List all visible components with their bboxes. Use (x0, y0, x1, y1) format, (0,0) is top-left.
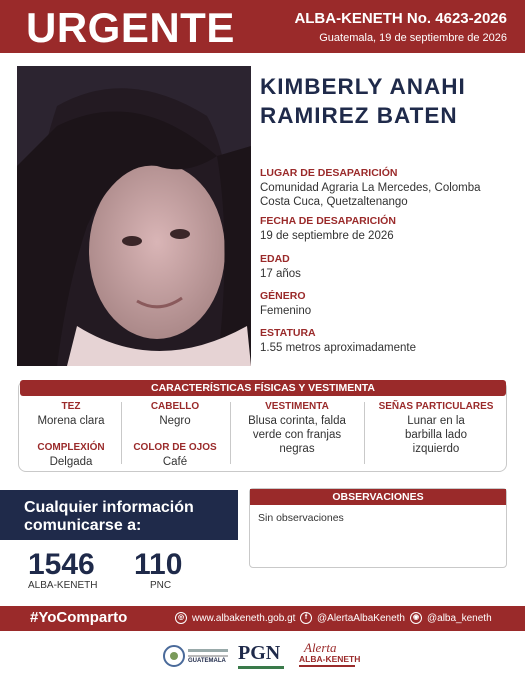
cell-complexion (22, 442, 120, 469)
detail-label: FECHA DE DESAPARICIÓN (260, 215, 396, 227)
alerta-logo-line2: ALBA-KENETH (299, 654, 361, 664)
globe-icon: ◎ (175, 612, 187, 624)
alerta-logo-line1: Alerta (304, 640, 337, 655)
name-line-1: KIMBERLY ANAHI (260, 74, 466, 99)
detail-value: Comunidad Agraria La Mercedes, Colomba Costa Cuca, Quetzaltenango (260, 182, 481, 208)
guatemala-gov-logo (162, 640, 230, 672)
alerta-underline (299, 665, 355, 667)
police-label: PNC (150, 580, 172, 591)
cell-value: Lunar en la barbilla lado izquierdo (404, 415, 467, 455)
gov-logo-text: GUATEMALA (188, 658, 226, 664)
cell-label: TEZ (61, 401, 81, 412)
detail-label: ESTATURA (260, 327, 316, 339)
alerta-logo (296, 640, 366, 672)
cell-value: Delgada (49, 456, 93, 468)
detail-location (260, 167, 510, 209)
website-text: www.albakeneth.gob.gt (192, 612, 296, 624)
pgn-underline (238, 666, 284, 669)
facebook-link[interactable] (300, 612, 405, 624)
cell-tez (22, 401, 120, 428)
detail-height (260, 327, 510, 355)
detail-date (260, 215, 510, 243)
hotline-number[interactable]: 1546 (28, 548, 95, 581)
cell-label: COMPLEXIÓN (37, 442, 105, 453)
detail-label: LUGAR DE DESAPARICIÓN (260, 167, 398, 179)
column-divider (364, 402, 365, 464)
cell-label: COLOR DE OJOS (133, 442, 217, 453)
cell-value: Café (162, 456, 188, 468)
pgn-logo (236, 640, 286, 672)
cell-ojos (122, 442, 228, 469)
cell-label: VESTIMENTA (265, 401, 329, 412)
cell-value: Morena clara (37, 415, 105, 427)
portrait-illustration (17, 66, 251, 366)
coat-of-arms-icon (162, 640, 230, 672)
cell-value: Negro (159, 415, 191, 427)
characteristics-title: CARACTERÍSTICAS FÍSICAS Y VESTIMENTA (20, 380, 506, 396)
facebook-text: @AlertaAlbaKeneth (317, 612, 405, 624)
hotline-label: ALBA-KENETH (28, 580, 98, 591)
pgn-logo-text: PGN (238, 642, 281, 664)
observations-title: OBSERVACIONES (250, 489, 506, 505)
cell-senas (366, 401, 506, 456)
missing-person-photo (17, 66, 251, 366)
cell-value: Blusa corinta, falda verde con franjas negras (248, 415, 346, 455)
detail-value: Femenino (260, 305, 312, 317)
column-divider (230, 402, 231, 464)
contact-heading: Cualquier información comunicarse a: (24, 499, 194, 534)
website-link[interactable] (175, 612, 295, 624)
footer-bar (0, 606, 525, 631)
detail-label: GÉNERO (260, 290, 306, 302)
detail-label: EDAD (260, 253, 290, 265)
person-name (260, 72, 510, 130)
instagram-link[interactable] (410, 612, 492, 624)
case-number: ALBA-KENETH No. 4623-2026 (294, 10, 507, 27)
contact-heading-box (0, 490, 238, 540)
instagram-text: @alba_keneth (427, 612, 492, 624)
instagram-icon: ◉ (410, 612, 422, 624)
cell-label: SEÑAS PARTICULARES (378, 401, 494, 412)
facebook-icon: f (300, 612, 312, 624)
detail-age (260, 253, 510, 281)
observations-text: Sin observaciones (258, 512, 344, 524)
cell-label: CABELLO (150, 401, 200, 412)
cell-vestimenta (232, 401, 362, 456)
police-number[interactable]: 110 (134, 548, 183, 581)
name-line-2: RAMIREZ BATEN (260, 103, 458, 128)
cell-cabello (122, 401, 228, 428)
detail-gender (260, 290, 510, 318)
detail-value: 1.55 metros aproximadamente (260, 342, 416, 354)
urgent-title: URGENTE (26, 4, 235, 51)
header-banner (0, 0, 525, 53)
place-date: Guatemala, 19 de septiembre de 2026 (319, 32, 507, 44)
hashtag: #YoComparto (30, 609, 128, 626)
detail-value: 17 años (260, 268, 301, 280)
detail-value: 19 de septiembre de 2026 (260, 230, 394, 242)
